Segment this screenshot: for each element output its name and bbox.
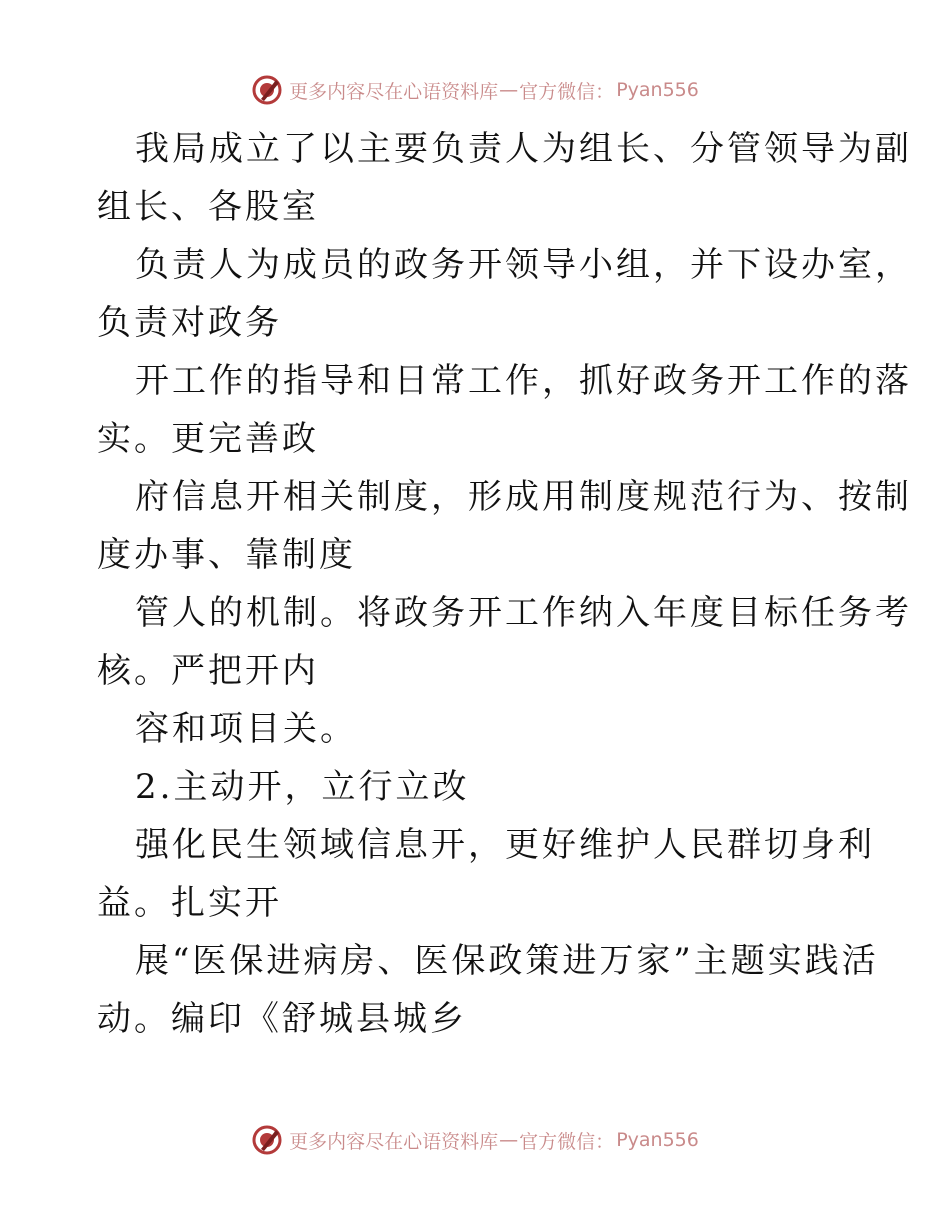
- text-line: 我局成立了以主要负责人为组长、分管领导为副: [135, 129, 912, 169]
- watermark-text-cn: 更多内容尽在心语资料库: [289, 1130, 499, 1153]
- watermark-label: 官方微信：: [519, 80, 615, 103]
- text-line: 管人的机制。将政务开工作纳入年度目标任务考: [135, 593, 912, 633]
- footer-watermark: [0, 1120, 950, 1160]
- text-line: 益。扎实开: [97, 883, 282, 923]
- seal-pen-icon: [251, 74, 283, 106]
- text-line: 开工作的指导和日常工作，抓好政务开工作的落: [135, 361, 912, 401]
- text-line: 组长、各股室: [97, 187, 319, 227]
- text-line: 负责人为成员的政务开领导小组，并下设办室，: [135, 245, 912, 285]
- watermark-separator: —: [499, 1129, 519, 1151]
- text-line: 容和项目关。: [135, 709, 357, 749]
- watermark-text-cn: 更多内容尽在心语资料库: [289, 80, 499, 103]
- text-line: 强化民生领域信息开，更好维护人民群切身利: [135, 825, 875, 865]
- text-line: 度办事、靠制度: [97, 535, 356, 575]
- watermark-label: 官方微信：: [519, 1130, 615, 1153]
- watermark-wechat-id: Pyan556: [616, 1129, 699, 1151]
- text-line: 核。严把开内: [97, 651, 319, 691]
- section-heading: 2.主动开，立行立改: [135, 767, 470, 807]
- seal-pen-icon: [251, 1124, 283, 1156]
- document-body: [97, 120, 912, 1048]
- header-watermark: [0, 70, 950, 110]
- watermark-separator: —: [499, 79, 519, 101]
- text-line: 展“医保进病房、医保政策进万家”主题实践活: [135, 941, 879, 981]
- text-line: 府信息开相关制度，形成用制度规范行为、按制: [135, 477, 912, 517]
- text-line: 动。编印《舒城县城乡: [97, 999, 467, 1039]
- watermark-wechat-id: Pyan556: [616, 79, 699, 101]
- text-line: 实。更完善政: [97, 419, 319, 459]
- text-line: 负责对政务: [97, 303, 282, 343]
